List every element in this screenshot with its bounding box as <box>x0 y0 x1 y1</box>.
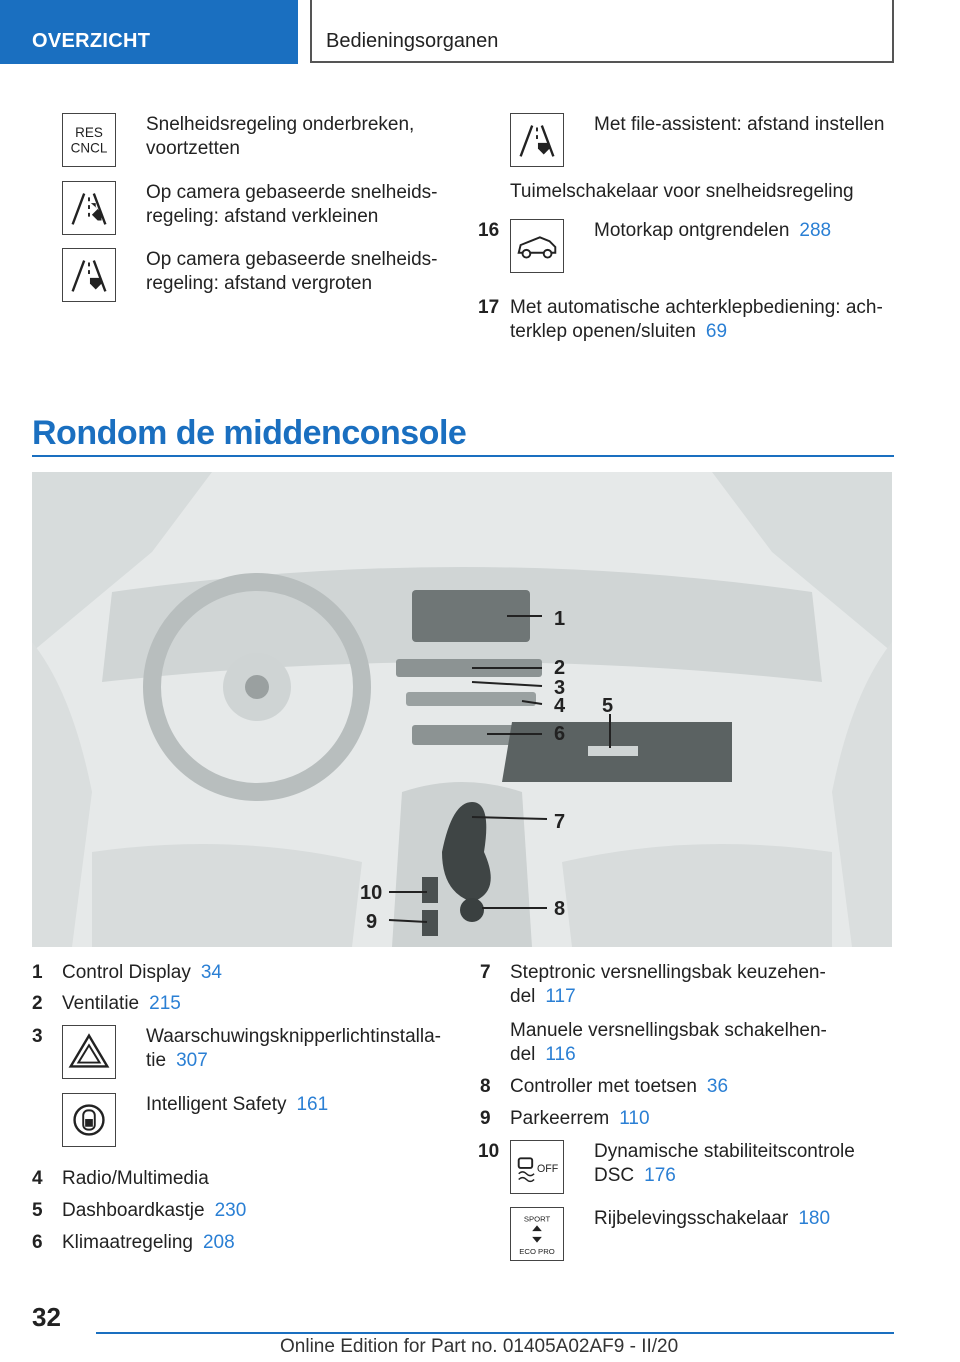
top-left-text-2: Op camera gebaseerde snelheids- regeling: afstand verkleinen <box>146 182 438 227</box>
file-assist-distance-icon <box>510 113 564 167</box>
legend-label-2: Ventilatie <box>62 993 140 1014</box>
file-assist-text: Met file-assistent: afstand instellen <box>594 114 885 135</box>
legend-label-3: Waarschuwingsknipperlichtinstalla- tie <box>146 1026 441 1071</box>
item-17-label: Met automatische achterklepbediening: ach- terklep openen/sluiten <box>510 297 883 342</box>
distance-decrease-icon <box>62 181 116 235</box>
legend-page-link-2[interactable]: 215 <box>149 993 181 1014</box>
legend-number-1: 1 <box>32 962 43 983</box>
legend-number-8: 8 <box>480 1076 491 1097</box>
svg-text:RES: RES <box>75 125 103 141</box>
photo-label-8: 8 <box>554 898 566 920</box>
photo-label-3: 3 <box>554 677 566 699</box>
rocker-switch-text: Tuimelschakelaar voor snelheidsregeling <box>510 181 854 202</box>
item-16-text <box>594 219 831 243</box>
footer-rule <box>96 1332 894 1334</box>
legend-item-driving-experience <box>594 1207 830 1231</box>
photo-label-2: 2 <box>554 657 566 679</box>
photo-label-9: 9 <box>366 911 378 933</box>
svg-text:ECO PRO: ECO PRO <box>519 1247 555 1257</box>
res-cncl-icon <box>62 113 116 167</box>
heading-rule <box>32 455 894 457</box>
legend-label-9: Parkeerrem <box>510 1108 610 1129</box>
top-left-text-3: Op camera gebaseerde snelheids- regeling: afstand vergroten <box>146 249 438 294</box>
legend-label-4: Radio/Multimedia <box>62 1168 209 1189</box>
intelligent-safety-icon <box>62 1093 116 1147</box>
section-tab <box>0 0 298 64</box>
item-number-17: 17 <box>478 297 500 318</box>
chapter-title: Bedieningsorganen <box>326 30 499 52</box>
legend-label-1: Control Display <box>62 962 191 983</box>
photo-label-7: 7 <box>554 811 566 833</box>
legend-label-8: Controller met toetsen <box>510 1076 697 1097</box>
legend-item-2 <box>62 992 181 1016</box>
legend-number-2: 2 <box>32 993 43 1014</box>
bonnet-release-icon <box>510 219 564 273</box>
photo-label-4: 4 <box>554 695 566 717</box>
item-17-text <box>510 296 883 344</box>
section-title: OVERZICHT <box>32 30 151 52</box>
legend-page-link-7[interactable]: 117 <box>545 986 576 1007</box>
legend-label-10: Dynamische stabiliteitscontrole DSC <box>594 1141 855 1186</box>
legend-item-3 <box>146 1025 441 1073</box>
legend-item-6 <box>62 1231 235 1255</box>
item-16-label: Motorkap ontgrendelen <box>594 220 790 241</box>
legend-page-link-intelligent-safety[interactable]: 161 <box>296 1094 329 1115</box>
legend-number-7: 7 <box>480 962 491 983</box>
distance-increase-icon <box>62 248 116 302</box>
legend-page-link-8[interactable]: 36 <box>706 1076 729 1097</box>
legend-label-6: Klimaatregeling <box>62 1232 193 1253</box>
photo-label-6: 6 <box>554 723 566 745</box>
legend-page-link-3[interactable]: 307 <box>176 1050 208 1071</box>
legend-number-10: 10 <box>478 1141 500 1162</box>
legend-item-5 <box>62 1199 246 1223</box>
legend-page-link-5[interactable]: 230 <box>214 1200 247 1221</box>
legend-number-4: 4 <box>32 1168 43 1189</box>
item-number-16: 16 <box>478 220 500 241</box>
legend-page-link-1[interactable]: 34 <box>200 962 222 983</box>
legend-item-9 <box>510 1107 650 1131</box>
legend-label-driving-experience: Rijbelevingsschakelaar <box>594 1208 789 1229</box>
item-16-page-link[interactable]: 288 <box>799 220 832 241</box>
legend-page-link-10[interactable]: 176 <box>644 1165 676 1186</box>
photo-label-1: 1 <box>554 608 566 630</box>
photo-label-10: 10 <box>360 882 383 904</box>
legend-item-10 <box>594 1140 855 1188</box>
legend-number-5: 5 <box>32 1200 43 1221</box>
legend-label-5: Dashboardkastje <box>62 1200 205 1221</box>
legend-page-link-driving-experience[interactable]: 180 <box>798 1208 831 1229</box>
legend-item-7 <box>510 961 826 1009</box>
legend-label-manual-gear: Manuele versnellingsbak schakelhen- del <box>510 1020 827 1065</box>
svg-text:SPORT: SPORT <box>523 1214 551 1224</box>
center-console-photo <box>32 472 892 947</box>
hazard-warning-icon <box>62 1025 116 1079</box>
page-number: 32 <box>32 1302 61 1332</box>
legend-number-3: 3 <box>32 1026 43 1047</box>
footer-edition: Online Edition for Part no. 01405A02AF9 - II/20 <box>280 1336 679 1357</box>
legend-label-7: Steptronic versnellingsbak keuzehen- del <box>510 962 826 1007</box>
legend-item-manual-gear <box>510 1019 827 1067</box>
legend-label-intelligent-safety: Intelligent Safety <box>146 1094 287 1115</box>
legend-number-9: 9 <box>480 1108 491 1129</box>
legend-page-link-9[interactable]: 110 <box>619 1108 650 1129</box>
legend-page-link-manual-gear[interactable]: 116 <box>545 1044 576 1065</box>
dsc-off-icon <box>510 1140 564 1194</box>
svg-text:OFF: OFF <box>537 1162 559 1175</box>
legend-item-8 <box>510 1075 728 1099</box>
driving-experience-switch-icon <box>510 1207 564 1261</box>
item-17-page-link[interactable]: 69 <box>705 321 728 342</box>
section-heading: Rondom de middenconsole <box>32 414 467 452</box>
legend-item-4 <box>62 1167 209 1191</box>
legend-item-intelligent-safety <box>146 1093 328 1117</box>
legend-page-link-6[interactable]: 208 <box>202 1232 235 1253</box>
photo-label-5: 5 <box>602 695 614 717</box>
top-left-text-1: Snelheidsregeling onderbreken, voortzetten <box>146 114 415 159</box>
svg-text:CNCL: CNCL <box>70 140 108 156</box>
legend-number-6: 6 <box>32 1232 43 1253</box>
chapter-tab <box>310 0 894 63</box>
legend-item-1 <box>62 961 222 985</box>
